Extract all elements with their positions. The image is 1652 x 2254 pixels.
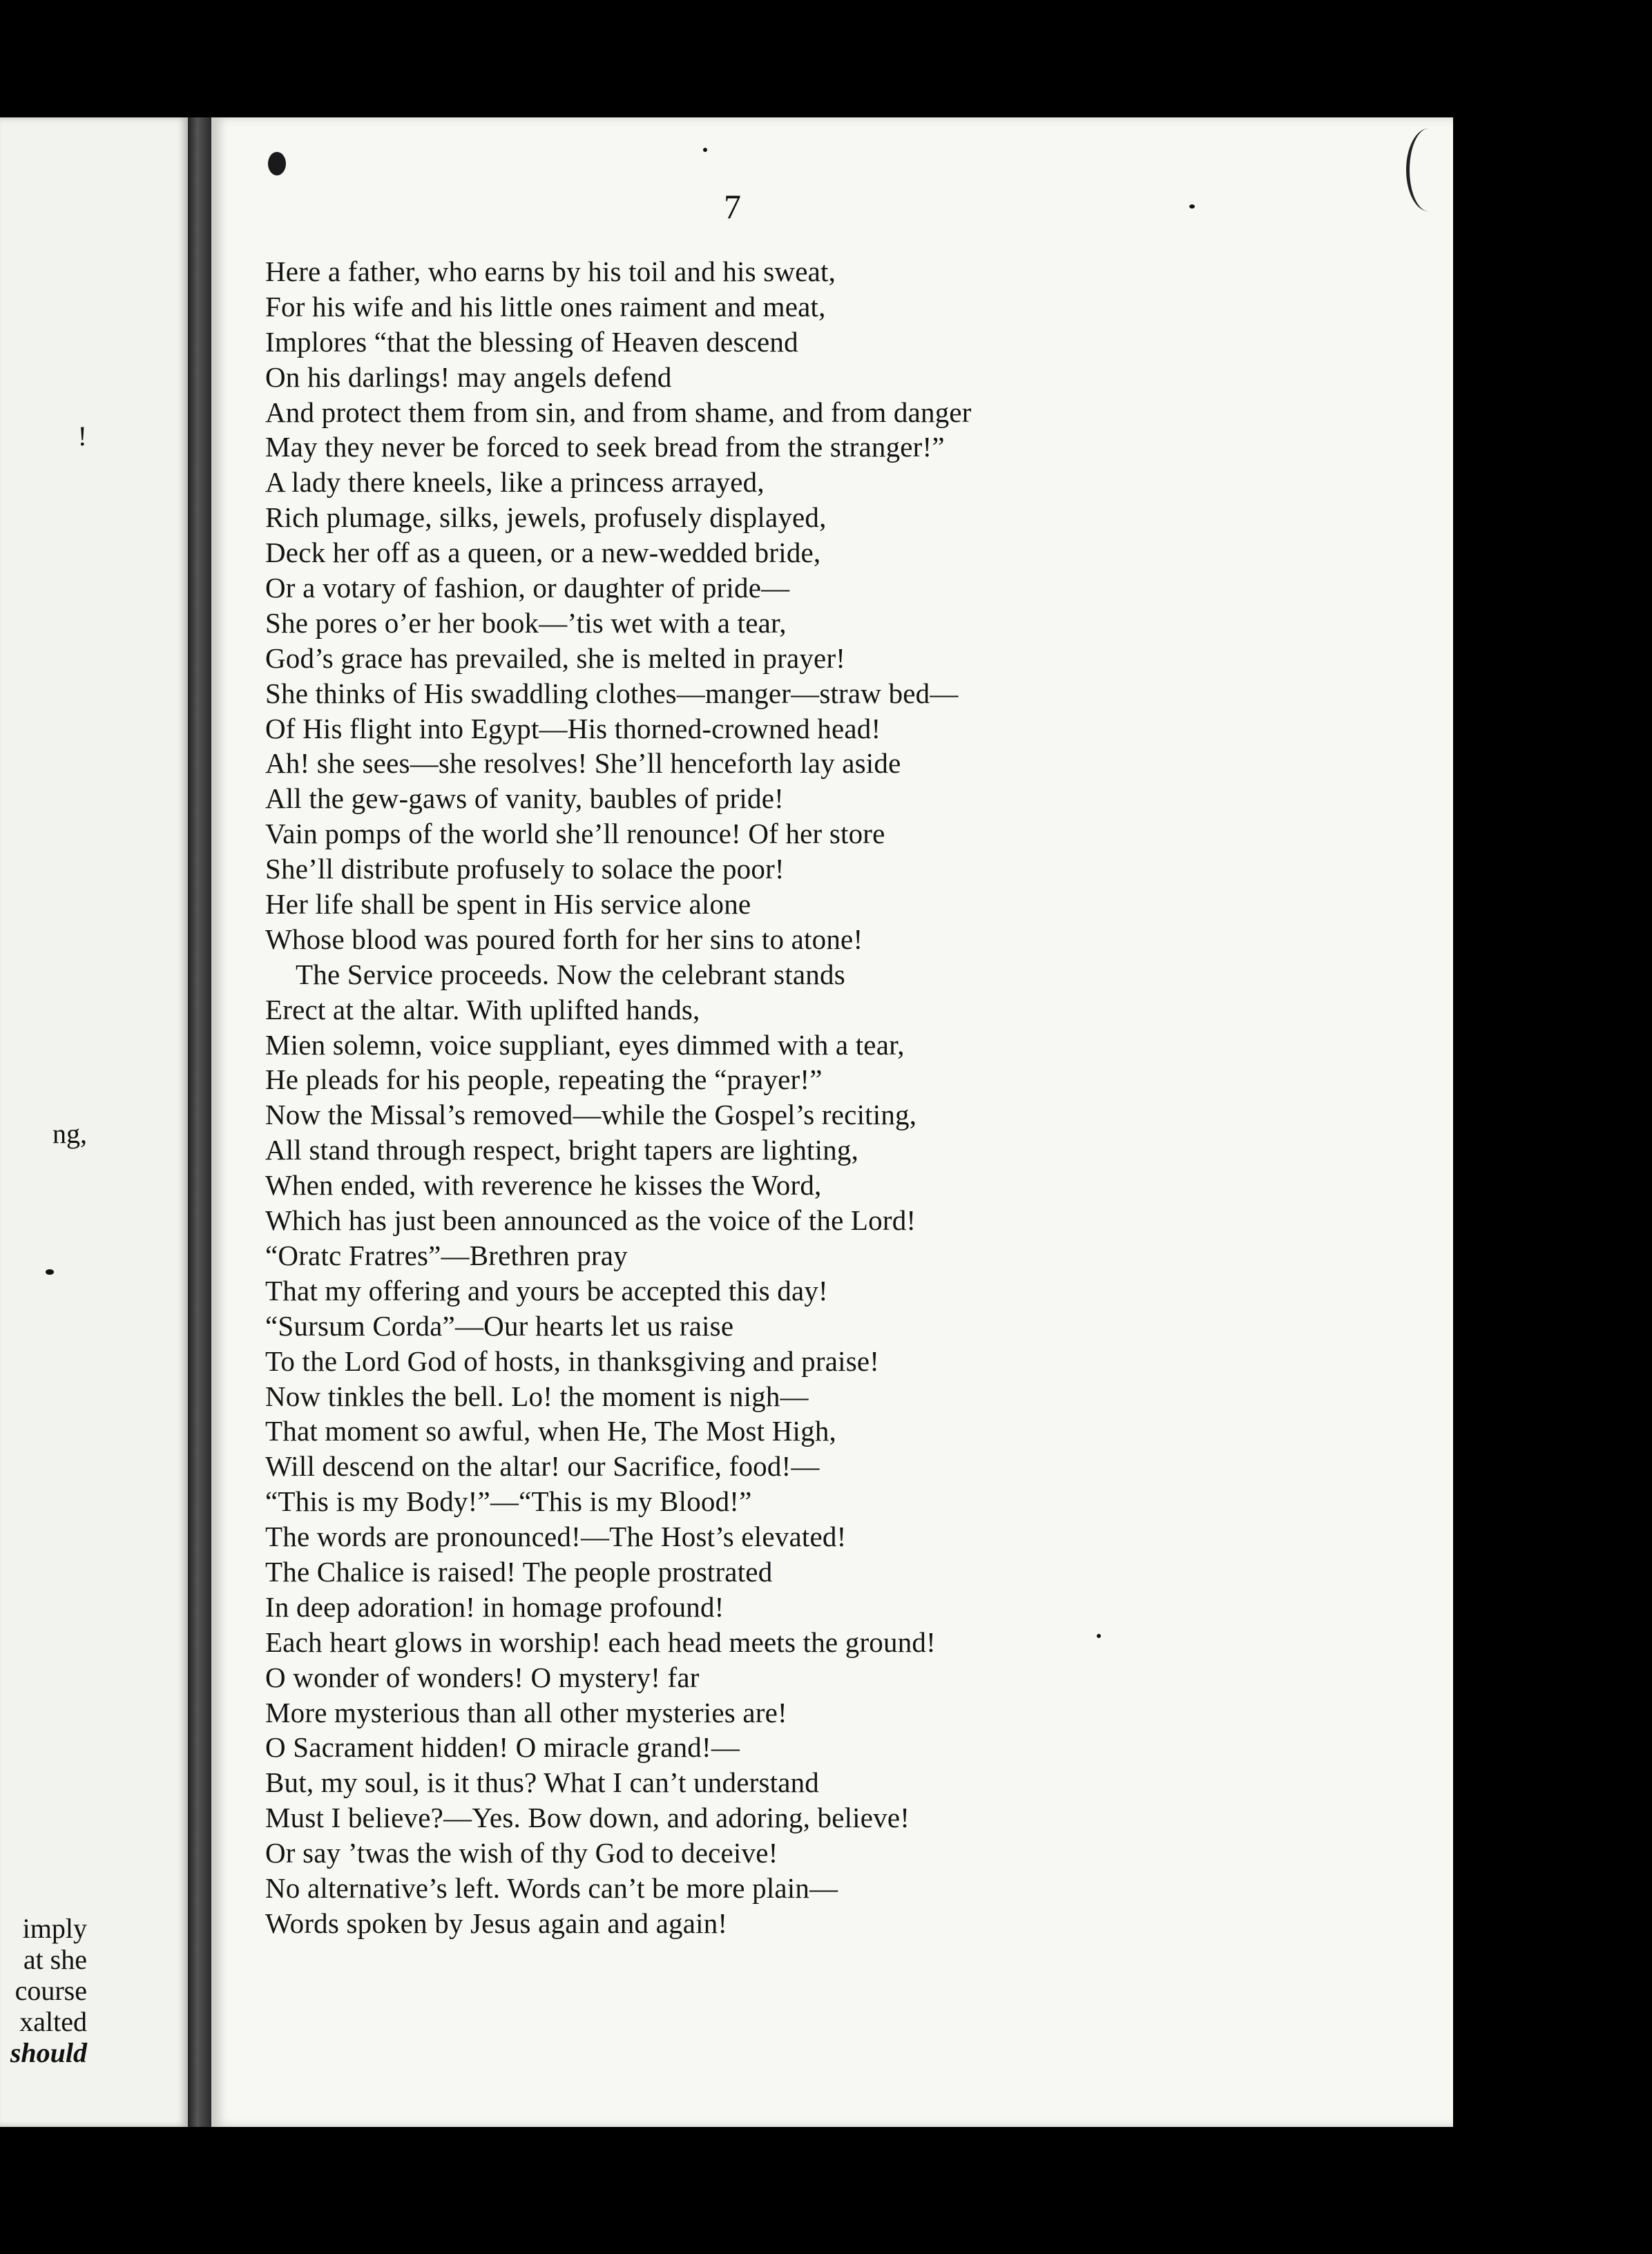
poem-line: “This is my Body!”—“This is my Blood!” — [265, 1485, 752, 1518]
poem-line: Whose blood was poured forth for her sins to atone! — [265, 923, 863, 955]
poem-line: Must I believe?—Yes. Bow down, and adoring, believe! — [265, 1802, 910, 1834]
poem-line: That moment so awful, when He, The Most High, — [265, 1415, 836, 1447]
poem-line: When ended, with reverence he kisses the Word, — [265, 1169, 822, 1202]
poem-line: He pleads for his people, repeating the “prayer!” — [265, 1063, 823, 1096]
page-corner-curl — [1406, 128, 1451, 211]
poem-line: Mien solemn, voice suppliant, eyes dimmed with a tear, — [265, 1028, 905, 1061]
poem-line: But, my soul, is it thus? What I can’t understand — [265, 1766, 819, 1799]
poem-line: All the gew-gaws of vanity, baubles of pride! — [265, 782, 784, 815]
poem-line: No alternative’s left. Words can’t be more plain— — [265, 1871, 838, 1904]
poem-line: God’s grace has prevailed, she is melted in prayer! — [265, 642, 846, 674]
book-gutter — [188, 117, 211, 2127]
poem-line: In deep adoration! in homage profound! — [265, 1590, 724, 1623]
speck — [1189, 204, 1195, 209]
poem-line: “Sursum Corda”—Our hearts let us raise — [265, 1309, 734, 1342]
poem-line: Here a father, who earns by his toil and his sweat, — [265, 256, 836, 287]
poem-line: Deck her off as a queen, or a new-wedded bride, — [265, 537, 821, 569]
poem-line: The Chalice is raised! The people prostrated — [265, 1555, 773, 1588]
poem-line: O Sacrament hidden! O miracle grand!— — [265, 1731, 740, 1764]
left-page-fragment: imply — [22, 1913, 87, 1944]
left-page-fragment: should — [10, 2037, 87, 2068]
poem-line: She’ll distribute profusely to solace the poor! — [265, 853, 785, 885]
poem-line: Or say ’twas the wish of thy God to deceive! — [265, 1837, 778, 1869]
speck — [703, 148, 707, 152]
poem-line: Rich plumage, silks, jewels, profusely displayed, — [265, 501, 827, 534]
poem-text — [265, 254, 1191, 1941]
poem-line: Now tinkles the bell. Lo! the moment is nigh— — [265, 1380, 809, 1412]
poem-line: Which has just been announced as the voice of the Lord! — [265, 1204, 916, 1237]
previous-page-strip — [0, 117, 188, 2127]
poem-line: Vain pomps of the world she’ll renounce! Of her store — [265, 818, 885, 850]
poem-line: And protect them from sin, and from shame, and from danger — [265, 396, 972, 428]
left-page-fragment-column — [10, 1913, 87, 2068]
left-page-fragment: ng, — [52, 1118, 87, 1149]
poem-line: Will descend on the altar! our Sacrifice, food!— — [265, 1450, 820, 1483]
poem-line: Each heart glows in worship! each head meets the ground! — [265, 1626, 936, 1658]
left-page-fragment: ! — [77, 421, 87, 452]
left-page-fragment: at she — [23, 1944, 87, 1975]
poem-line: Now the Missal’s removed—while the Gospel’s reciting, — [265, 1099, 917, 1131]
left-page-fragment: course — [15, 1975, 87, 2006]
poem-line: She thinks of His swaddling clothes—manger—straw bed— — [265, 677, 959, 709]
poem-line: Her life shall be spent in His service alone — [265, 888, 751, 921]
poem-line: On his darlings! may angels defend — [265, 360, 672, 393]
speck — [46, 1269, 54, 1275]
poem-line: O wonder of wonders! O mystery! far — [265, 1661, 700, 1693]
poem-line: More mysterious than all other mysteries are! — [265, 1696, 787, 1728]
poem-line: She pores o’er her book—’tis wet with a tear, — [265, 606, 787, 639]
poem-line: All stand through respect, bright tapers are lighting, — [265, 1134, 859, 1166]
poem-line: May they never be forced to seek bread from the stranger!” — [265, 431, 945, 463]
poem-line: “Oratc Fratres”—Brethren pray — [265, 1239, 628, 1271]
poem-line: Erect at the altar. With uplifted hands, — [265, 993, 700, 1025]
poem-line: Implores “that the blessing of Heaven descend — [265, 325, 798, 358]
poem-line: A lady there kneels, like a princess arrayed, — [265, 466, 765, 499]
page-number: 7 — [724, 187, 741, 226]
poem-line: The Service proceeds. Now the celebrant stands — [296, 958, 845, 990]
poem-line: For his wife and his little ones raiment and meat, — [265, 290, 826, 322]
ink-blot — [268, 152, 286, 175]
poem-line: Of His flight into Egypt—His thorned-crowned head! — [265, 712, 881, 744]
poem-line: Words spoken by Jesus again and again! — [265, 1907, 728, 1939]
poem-line: To the Lord God of hosts, in thanksgiving and praise! — [265, 1345, 880, 1377]
poem-line: That my offering and yours be accepted this day! — [265, 1274, 828, 1307]
left-page-fragment: xalted — [19, 2006, 87, 2037]
poem-line: The words are pronounced!—The Host’s elevated! — [265, 1521, 847, 1553]
poem-line: Ah! she sees—she resolves! She’ll henceforth lay aside — [265, 747, 901, 780]
poem-line: Or a votary of fashion, or daughter of pride— — [265, 572, 790, 604]
